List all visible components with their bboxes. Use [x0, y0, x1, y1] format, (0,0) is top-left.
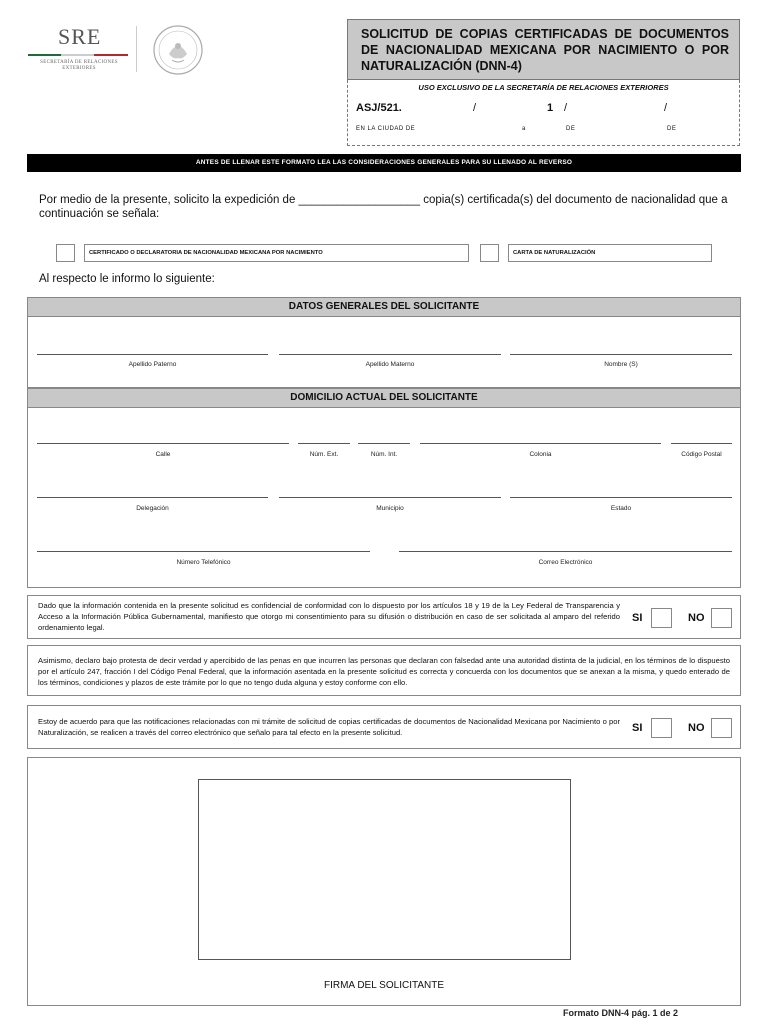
colonia-label: Colonia	[529, 451, 552, 458]
apellido-materno-field[interactable]	[279, 354, 501, 355]
logo-divider	[136, 26, 137, 72]
instructions-banner: ANTES DE LLENAR ESTE FORMATO LEA LAS CONSIDERACIONES GENERALES PARA SU LLENADO AL REVERSO	[27, 154, 741, 172]
estado-field[interactable]	[510, 497, 732, 498]
sre-logo-subtitle: SECRETARÍA DE RELACIONES EXTERIORES	[40, 60, 118, 71]
sre-logo-text: SRE	[58, 24, 102, 49]
respecto-text: Al respecto le informo lo siguiente:	[39, 273, 215, 285]
domicilio-heading: DOMICILIO ACTUAL DEL SOLICITANTE	[28, 389, 740, 408]
confidencialidad-box	[27, 595, 741, 639]
delegacion-field[interactable]	[37, 497, 268, 498]
protesta-text: Asimismo, declaro bajo protesta de decir verdad y apercibido de las penas en que incurren las personas que declaran con falsedad ante una autoridad distinta de la judicial, en los términos de lo dispuesto por el artículo 247, fracción I del Código Penal Federal, que la información asentada en la presente solicitud es correcta y concuerda con los documentos que se anexan a la misma, y quedo enterado de los términos, condiciones y plazos de este trámite por lo que no tengo duda alguna y estoy conforme con ello.	[38, 656, 730, 687]
num-int-field[interactable]	[358, 443, 410, 444]
carta-option: CARTA DE NATURALIZACIÓN	[508, 244, 712, 262]
certificado-option: CERTIFICADO O DECLARATORIA DE NACIONALIDAD MEXICANA POR NACIMIENTO	[84, 244, 469, 262]
delegacion-label: Delegación	[136, 505, 169, 512]
num-ext-label: Núm. Ext.	[309, 451, 339, 458]
num-int-label: Núm. Int.	[370, 451, 398, 458]
domicilio-section	[27, 388, 741, 588]
mexico-seal-icon	[152, 24, 204, 76]
datos-generales-heading: DATOS GENERALES DEL SOLICITANTE	[28, 298, 740, 317]
num-ext-field[interactable]	[298, 443, 350, 444]
ref-number: 1	[547, 102, 554, 114]
nombre-label: Nombre (S)	[604, 361, 638, 368]
apellido-materno-label: Apellido Materno	[365, 361, 415, 368]
notificaciones-text: Estoy de acuerdo para que las notificaciones relacionadas con mi trámite de solicitud de copias certificadas de documentos de Nacionalidad Mexicana por Nacimiento o por Naturalización, se realicen a través del correo electrónico que señalo para tal efecto en la presente solicitud.	[38, 717, 620, 737]
calle-label: Calle	[155, 451, 171, 458]
nombre-field[interactable]	[510, 354, 732, 355]
date-de-label-1: DE	[566, 126, 576, 132]
protesta-box	[27, 645, 741, 696]
official-use-box	[347, 80, 740, 146]
notificaciones-si-checkbox[interactable]	[651, 718, 672, 738]
estado-label: Estado	[610, 505, 632, 512]
date-a-label: a	[522, 126, 526, 132]
datos-generales-section	[27, 297, 741, 388]
notificaciones-box	[27, 705, 741, 749]
notificaciones-no-label: NO	[688, 722, 705, 734]
telefono-label: Número Telefónico	[176, 559, 231, 566]
date-de-label-2: DE	[667, 126, 677, 132]
confidencialidad-text: Dado que la información contenida en la presente solicitud es confidencial de conformidad con lo dispuesto por los artículos 18 y 19 de la Ley Federal de Transparencia y Acceso a la Información Pública Gubernamental, manifiesto que otorgo mi consentimiento para su difusión o distribución en caso de ser solicitada al amparo del referido ordenamiento legal.	[38, 601, 620, 632]
firma-area[interactable]	[198, 779, 571, 960]
colonia-field[interactable]	[420, 443, 661, 444]
certificado-checkbox[interactable]	[56, 244, 75, 262]
carta-checkbox[interactable]	[480, 244, 499, 262]
firma-section	[27, 757, 741, 1006]
municipio-field[interactable]	[279, 497, 501, 498]
ref-slash-2: /	[564, 102, 568, 114]
calle-field[interactable]	[37, 443, 289, 444]
page-footer: Formato DNN-4 pág. 1 de 2	[562, 1008, 678, 1018]
asj-reference: ASJ/521.	[356, 102, 402, 114]
firma-label: FIRMA DEL SOLICITANTE	[323, 980, 445, 991]
apellido-paterno-field[interactable]	[37, 354, 268, 355]
codigo-postal-field[interactable]	[671, 443, 732, 444]
municipio-label: Municipio	[376, 505, 404, 512]
request-intro: Por medio de la presente, solicito la expedición de ___________________ copia(s) certificada(s) del documento de nacionalidad que a continuación se señala:	[39, 194, 728, 220]
codigo-postal-label: Código Postal	[681, 451, 722, 458]
telefono-field[interactable]	[37, 551, 370, 552]
notificaciones-si-label: SI	[632, 722, 643, 734]
sre-logo-tricolor-line	[28, 54, 128, 56]
notificaciones-no-checkbox[interactable]	[711, 718, 732, 738]
ref-slash-1: /	[473, 102, 477, 114]
confidencialidad-no-label: NO	[688, 612, 705, 624]
correo-field[interactable]	[399, 551, 732, 552]
sre-logo	[28, 24, 138, 76]
ref-slash-3: /	[664, 102, 668, 114]
apellido-paterno-label: Apellido Paterno	[128, 361, 177, 368]
confidencialidad-no-checkbox[interactable]	[711, 608, 732, 628]
city-label: EN LA CIUDAD DE	[356, 126, 416, 132]
confidencialidad-si-checkbox[interactable]	[651, 608, 672, 628]
confidencialidad-si-label: SI	[632, 612, 643, 624]
correo-label: Correo Electrónico	[538, 559, 593, 566]
form-title-box	[347, 19, 740, 80]
form-title: SOLICITUD DE COPIAS CERTIFICADAS DE DOCUMENTOS DE NACIONALIDAD MEXICANA POR NACIMIENTO O POR NATURALIZACIÓN (DNN-4)	[361, 27, 729, 73]
official-use-title: USO EXCLUSIVO DE LA SECRETARÍA DE RELACIONES EXTERIORES	[418, 83, 669, 92]
